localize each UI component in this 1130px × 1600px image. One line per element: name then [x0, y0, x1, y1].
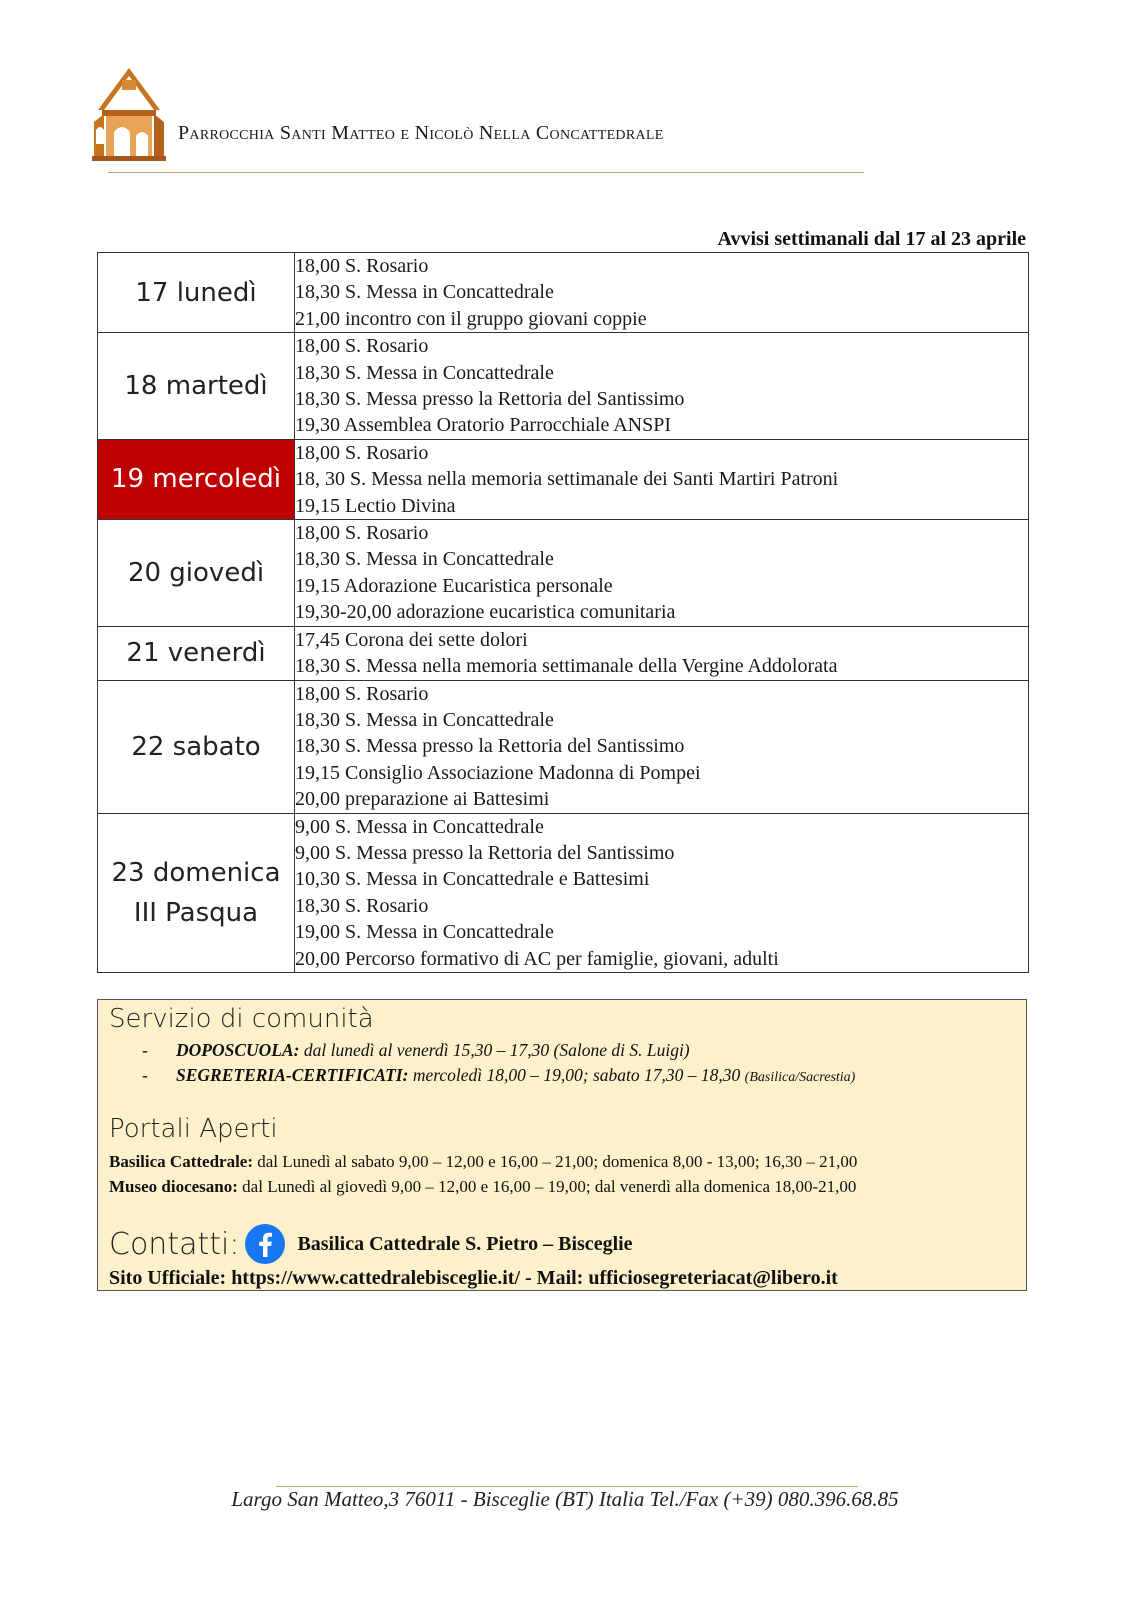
schedule-row — [98, 626, 1029, 680]
contact-name: Basilica Cattedrale S. Pietro – Bisceglie — [297, 1232, 633, 1255]
day-cell — [98, 333, 295, 440]
schedule-row — [98, 439, 1029, 519]
day-cell — [98, 253, 295, 333]
event-item: 18,00 S. Rosario — [295, 335, 429, 358]
facebook-icon[interactable] — [245, 1224, 285, 1264]
contacts-line — [109, 1224, 633, 1264]
portals-heading: Portali Aperti — [109, 1114, 278, 1144]
community-service-box — [97, 999, 1027, 1291]
service-item-label: SEGRETERIA-CERTIFICATI: — [176, 1065, 409, 1085]
event-item: 18,30 S. Messa in Concattedrale — [295, 708, 554, 731]
event-item: 18,30 S. Messa presso la Rettoria del Santissimo — [295, 735, 685, 758]
event-item: 18,30 S. Messa in Concattedrale — [295, 281, 554, 304]
day-label: 19 mercoledì — [111, 464, 281, 495]
week-title: Avvisi settimanali dal 17 al 23 aprile — [717, 228, 1026, 250]
schedule-row — [98, 253, 1029, 333]
bullet-dash: - — [142, 1065, 148, 1085]
event-item: 17,45 Corona dei sette dolori — [295, 628, 528, 651]
bullet-dash: - — [142, 1040, 148, 1060]
service-item-note: (Basilica/Sacrestia) — [744, 1070, 856, 1085]
portal-line-basilica — [109, 1152, 857, 1172]
day-sublabel: III Pasqua — [133, 897, 259, 928]
event-item: 20,00 Percorso formativo di AC per famiglie, giovani, adulti — [295, 947, 779, 970]
contacts-heading: Contatti: — [109, 1226, 240, 1262]
day-cell — [98, 439, 295, 519]
header-divider — [108, 172, 864, 173]
event-item: 21,00 incontro con il gruppo giovani coppie — [295, 307, 647, 330]
event-item: 19,30 Assemblea Oratorio Parrocchiale ANSPI — [295, 414, 672, 437]
event-item: 18,30 S. Messa in Concattedrale — [295, 548, 554, 571]
schedule-row — [98, 333, 1029, 440]
event-item: 18,30 S. Messa nella memoria settimanale della Vergine Addolorata — [295, 655, 838, 678]
event-item: 19,00 S. Messa in Concattedrale — [295, 921, 554, 944]
event-item: 18,30 S. Rosario — [295, 894, 429, 917]
day-label: 22 sabato — [131, 731, 261, 762]
event-item: 18,30 S. Messa presso la Rettoria del Santissimo — [295, 388, 685, 411]
schedule-row — [98, 680, 1029, 813]
day-cell — [98, 626, 295, 680]
schedule-row — [98, 813, 1029, 972]
event-item: 18,30 S. Messa in Concattedrale — [295, 361, 554, 384]
portal-hours: dal Lunedì al sabato 9,00 – 12,00 e 16,00 – 21,00; domenica 8,00 - 13,00; 16,30 – 21,00 — [253, 1152, 858, 1171]
day-label: 23 domenica — [111, 857, 281, 888]
day-label: 18 martedì — [124, 371, 268, 402]
official-site-line[interactable]: Sito Ufficiale: https://www.cattedralebisceglie.it/ - Mail: ufficiosegreteriacat@libero.it — [109, 1267, 838, 1289]
events-cell — [295, 333, 1029, 440]
day-label: 17 lunedì — [135, 277, 257, 308]
events-cell — [295, 680, 1029, 813]
event-item: 9,00 S. Messa in Concattedrale — [295, 815, 544, 838]
day-cell — [98, 520, 295, 627]
event-item: 18,00 S. Rosario — [295, 682, 429, 705]
event-item: 18,00 S. Rosario — [295, 441, 429, 464]
service-heading: Servizio di comunità — [109, 1004, 374, 1034]
service-item-text: dal lunedì al venerdì 15,30 – 17,30 (Salone di S. Luigi) — [299, 1040, 690, 1060]
events-cell — [295, 253, 1029, 333]
events-cell — [295, 813, 1029, 972]
event-item: 9,00 S. Messa presso la Rettoria del Santissimo — [295, 841, 675, 864]
footer-address: Largo San Matteo,3 76011 - Bisceglie (BT) Italia Tel./Fax (+39) 080.396.68.85 — [231, 1487, 899, 1511]
day-label: 20 giovedì — [127, 557, 265, 588]
church-logo-icon — [92, 66, 166, 162]
event-item: 10,30 S. Messa in Concattedrale e Battesimi — [295, 868, 650, 891]
event-item: 18,00 S. Rosario — [295, 255, 429, 277]
portal-hours: dal Lunedì al giovedì 9,00 – 12,00 e 16,00 – 19,00; dal venerdì alla domenica 18,00-21,00 — [237, 1177, 857, 1196]
event-item: 19,30-20,00 adorazione eucaristica comunitaria — [295, 601, 676, 624]
events-cell — [295, 520, 1029, 627]
events-cell — [295, 626, 1029, 680]
portal-label: Museo diocesano: — [109, 1177, 238, 1196]
event-item: 18,00 S. Rosario — [295, 522, 429, 545]
parish-name: Parrocchia Santi Matteo e Nicolò Nella Concattedrale — [178, 122, 664, 144]
weekly-schedule-table — [97, 252, 1029, 973]
day-cell — [98, 813, 295, 972]
event-item: 20,00 preparazione ai Battesimi — [295, 788, 550, 811]
event-item: 19,15 Lectio Divina — [295, 494, 456, 517]
event-item: 19,15 Adorazione Eucaristica personale — [295, 574, 613, 597]
day-label: 21 venerdì — [126, 638, 266, 669]
portal-line-museo — [109, 1177, 856, 1197]
schedule-row — [98, 520, 1029, 627]
service-item-label: DOPOSCUOLA: — [176, 1040, 300, 1060]
day-cell — [98, 680, 295, 813]
portal-label: Basilica Cattedrale: — [109, 1152, 253, 1171]
service-item-text: mercoledì 18,00 – 19,00; sabato 17,30 – 18,30 — [408, 1065, 745, 1085]
event-item: 18, 30 S. Messa nella memoria settimanale dei Santi Martiri Patroni — [295, 468, 839, 491]
events-cell — [295, 439, 1029, 519]
event-item: 19,15 Consiglio Associazione Madonna di Pompei — [295, 761, 701, 784]
